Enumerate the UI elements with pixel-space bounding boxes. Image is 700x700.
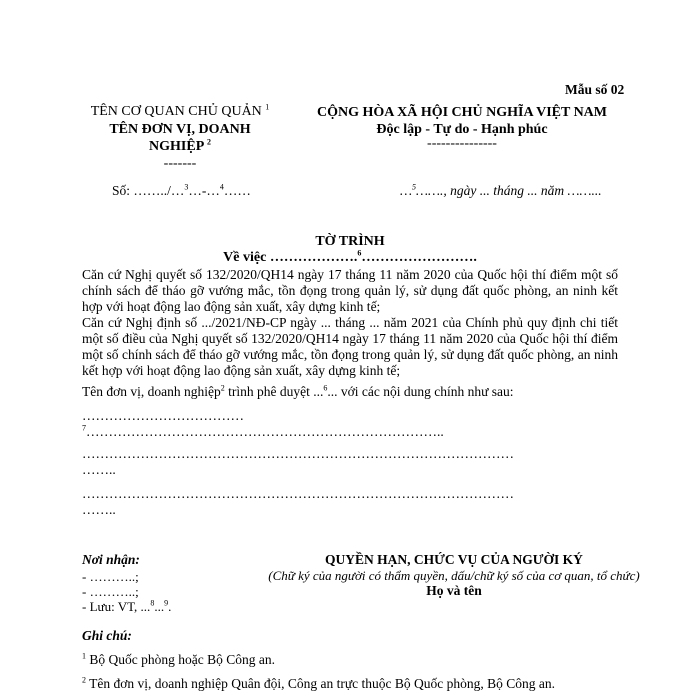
- signer-name: Họ và tên: [426, 583, 482, 598]
- agency-header: [80, 104, 280, 120]
- legal-basis-1: Căn cứ Nghị quyết số 132/2020/QH14 ngày 17 tháng 11 năm 2020 của Quốc hội thí điểm một số chính sách để tháo gỡ vướng mắc, tồn đọng trong quản lý, sử dụng đất quốc phòng, an ninh kết hợp với hoạt động lao động sản xuất, xây dựng kinh tế;: [82, 267, 618, 314]
- content-line-2: $^7$……………………………………………………………………..: [82, 423, 444, 439]
- content-line-3: ……………………………………………………………………………………: [82, 446, 514, 461]
- note-2: $^2$ Tên đơn vị, doanh nghiệp Quân đội, Công an trực thuộc Bộ Quốc phòng, Bộ Công an.: [82, 675, 556, 691]
- submission-statement: Tên đơn vị, doanh nghiệp$^2$ trình phê duyệt ...$^6$... với các nội dung chính như sau:: [82, 383, 514, 399]
- national-header: [300, 104, 624, 150]
- content-line-4: ……………………………………………………………………………………: [82, 486, 514, 501]
- document-subject: Về việc ……………….$^6$…………………….: [223, 248, 477, 265]
- legal-basis-2: Căn cứ Nghị định số .../2021/NĐ-CP ngày ... tháng ... năm 2021 của Chính phủ quy định chi tiết một số điều của Nghị quyết số 132/2020/QH14 ngày 17 tháng 11 năm 2020 của Quốc hội thí điểm một số chính sách để tháo gỡ vướng mắc, tồn đọng trong quản lý, sử dụng đất quốc phòng, an ninh kết hợp với hoạt động lao động sản xuất, xây dựng kinh tế;: [82, 315, 618, 378]
- recipient-archive: - Lưu: VT, ...$^8$...$^9$.: [82, 598, 172, 614]
- notes-title: Ghi chú:: [82, 628, 132, 643]
- recipients-title: Nơi nhận:: [82, 552, 140, 567]
- unit-name: TÊN ĐƠN VỊ, DOANH NGHIỆP $^2$ -------: [80, 121, 280, 172]
- signer-position: QUYỀN HẠN, CHỨC VỤ CỦA NGƯỜI KÝ: [325, 552, 583, 567]
- note-1: $^1$ Bộ Quốc phòng hoặc Bộ Công an.: [82, 651, 275, 667]
- document-number: Số: ……../…$^3$…-…$^4$……: [112, 182, 251, 198]
- right-header-rule: ---------------: [427, 136, 497, 151]
- recipient-item-2: - ………..;: [82, 584, 139, 599]
- content-line-1: ………………………………: [82, 408, 244, 423]
- content-line-3b: ……..: [82, 462, 116, 477]
- left-header-rule: -------: [163, 156, 197, 171]
- signature-instruction: (Chữ ký của người có thẩm quyền, dấu/chữ ký số của cơ quan, tổ chức): [268, 568, 640, 583]
- national-motto: Độc lập - Tự do - Hạnh phúc: [376, 122, 548, 137]
- place-date-line: …$^5$……., ngày ... tháng ... năm ……...: [400, 182, 602, 198]
- form-number: Mẫu số 02: [565, 82, 625, 97]
- national-title: CỘNG HÒA XÃ HỘI CHỦ NGHĨA VIỆT NAM: [316, 105, 607, 120]
- content-line-4b: ……..: [82, 502, 116, 517]
- governing-agency-line: TÊN CƠ QUAN CHỦ QUẢN $^1$: [90, 102, 270, 119]
- recipient-item-1: - ………..;: [82, 569, 139, 584]
- document-title: TỜ TRÌNH: [315, 234, 385, 249]
